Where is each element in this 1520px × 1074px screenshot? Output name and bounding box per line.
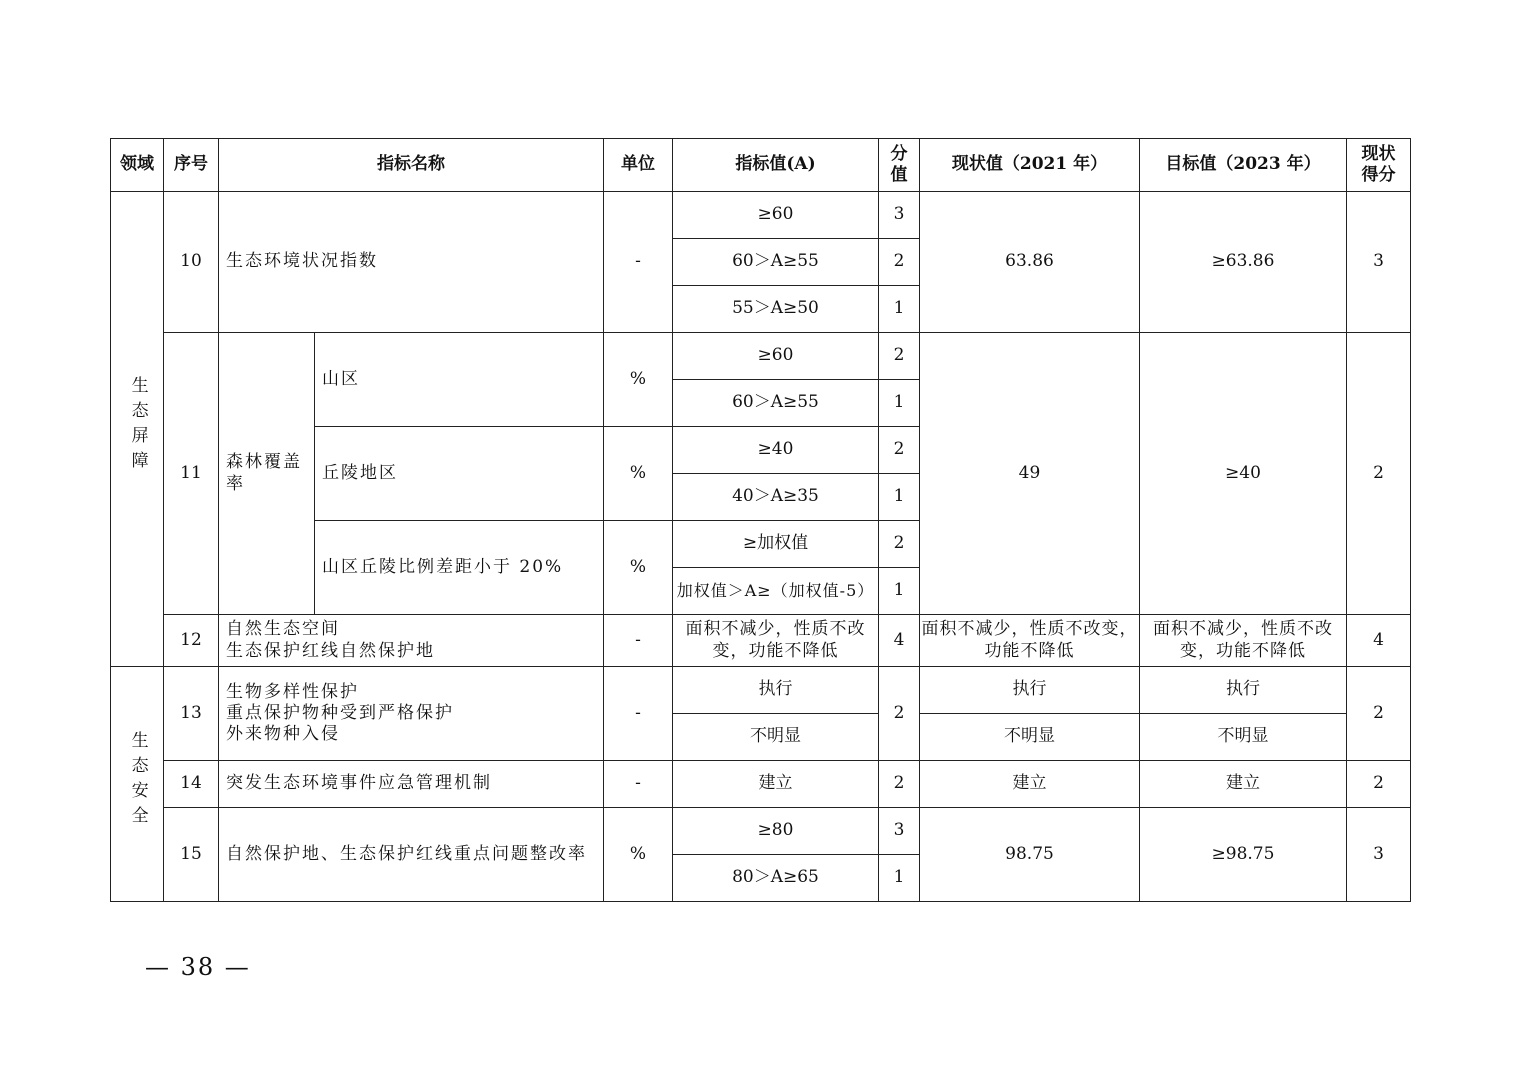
score-cell: 3 <box>879 192 920 239</box>
score-cell: 4 <box>879 615 920 667</box>
table-row <box>111 808 1411 855</box>
score-cell: 1 <box>879 474 920 521</box>
target-value: ≥98.75 <box>1140 808 1347 902</box>
header-indicator: 指标值(A) <box>673 139 879 192</box>
indicator-name-line: 自然生态空间 <box>226 619 340 640</box>
score-cell: 1 <box>879 855 920 902</box>
target-line: 变，功能不降低 <box>1180 640 1306 661</box>
indicator-threshold: ≥60 <box>673 333 879 380</box>
header-cscore-line1: 现状 <box>1361 143 1396 164</box>
indicator-table <box>110 138 1411 902</box>
current-value: 不明显 <box>920 714 1140 761</box>
unit-cell: - <box>604 192 673 333</box>
header-row <box>111 139 1411 192</box>
seq-cell: 11 <box>164 333 219 615</box>
indicator-threshold: 加权值＞A≥（加权值-5） <box>673 568 879 615</box>
target-value <box>1140 615 1347 667</box>
score-cell: 1 <box>879 286 920 333</box>
target-value: 不明显 <box>1140 714 1347 761</box>
indicator-threshold: 不明显 <box>673 714 879 761</box>
seq-cell: 14 <box>164 761 219 808</box>
table-row <box>111 615 1411 667</box>
seq-cell: 10 <box>164 192 219 333</box>
indicator-threshold: ≥加权值 <box>673 521 879 568</box>
score-cell: 2 <box>879 667 920 761</box>
indicator-name: 自然保护地、生态保护红线重点问题整改率 <box>219 808 604 902</box>
header-unit: 单位 <box>604 139 673 192</box>
page-number: — 38 — <box>145 953 251 981</box>
score-cell: 2 <box>879 761 920 808</box>
domain-eco-barrier <box>111 192 164 667</box>
indicator-name <box>219 615 604 667</box>
header-cscore-line2: 得分 <box>1361 165 1396 185</box>
current-value <box>920 615 1140 667</box>
current-value: 98.75 <box>920 808 1140 902</box>
unit-cell: % <box>604 333 673 427</box>
indicator-name: 生态环境状况指数 <box>219 192 604 333</box>
domain-eco-barrier-label: 生态屏障 <box>127 375 148 476</box>
header-target: 目标值（2023 年） <box>1140 139 1347 192</box>
score-cell: 1 <box>879 380 920 427</box>
indicator-name-line: 生态保护红线自然保护地 <box>226 640 435 661</box>
header-seq: 序号 <box>164 139 219 192</box>
score-cell: 2 <box>879 521 920 568</box>
seq-cell: 12 <box>164 615 219 667</box>
header-name: 指标名称 <box>219 139 604 192</box>
table-row <box>111 667 1411 714</box>
current-line: 功能不降低 <box>984 640 1075 661</box>
indicator-threshold: 60＞A≥55 <box>673 380 879 427</box>
header-score <box>879 139 920 192</box>
indicator-threshold: 40＞A≥35 <box>673 474 879 521</box>
unit-cell: % <box>604 427 673 521</box>
indicator-threshold: ≥40 <box>673 427 879 474</box>
indicator-threshold: ≥80 <box>673 808 879 855</box>
target-value: 执行 <box>1140 667 1347 714</box>
score-cell: 3 <box>879 808 920 855</box>
table-row <box>111 192 1411 239</box>
threshold-line: 变，功能不降低 <box>712 640 839 661</box>
current-value: 建立 <box>920 761 1140 808</box>
indicator-threshold: 80＞A≥65 <box>673 855 879 902</box>
target-value: ≥40 <box>1140 333 1347 615</box>
unit-cell: % <box>604 521 673 615</box>
indicator-name-line: 生物多样性保护 <box>226 681 359 702</box>
score-cell: 2 <box>879 333 920 380</box>
unit-cell: % <box>604 808 673 902</box>
target-value: 建立 <box>1140 761 1347 808</box>
header-domain: 领域 <box>111 139 164 192</box>
indicator-threshold: 执行 <box>673 667 879 714</box>
current-line: 面积不减少，性质不改变， <box>921 619 1138 640</box>
current-score: 2 <box>1347 333 1411 615</box>
table-row <box>111 761 1411 808</box>
seq-cell: 13 <box>164 667 219 761</box>
header-score-line2: 值 <box>890 165 908 185</box>
header-current: 现状值（2021 年） <box>920 139 1140 192</box>
indicator-subname: 丘陵地区 <box>315 427 604 521</box>
indicator-name-line: 重点保护物种受到严格保护 <box>226 702 454 723</box>
indicator-threshold: 60＞A≥55 <box>673 239 879 286</box>
domain-eco-safety-label: 生态安全 <box>127 730 148 831</box>
score-cell: 2 <box>879 239 920 286</box>
target-line: 面积不减少，性质不改 <box>1153 619 1333 640</box>
current-value: 63.86 <box>920 192 1140 333</box>
indicator-name: 突发生态环境事件应急管理机制 <box>219 761 604 808</box>
indicator-threshold: ≥60 <box>673 192 879 239</box>
current-value: 49 <box>920 333 1140 615</box>
header-current-score <box>1347 139 1411 192</box>
unit-cell: - <box>604 615 673 667</box>
seq-cell: 15 <box>164 808 219 902</box>
indicator-threshold: 建立 <box>673 761 879 808</box>
indicator-name-line: 外来物种入侵 <box>226 724 340 745</box>
unit-cell: - <box>604 761 673 808</box>
score-cell: 2 <box>879 427 920 474</box>
indicator-subname: 山区丘陵比例差距小于 20% <box>315 521 604 615</box>
indicator-name: 森林覆盖率 <box>219 333 315 615</box>
header-score-line1: 分 <box>890 143 908 164</box>
current-score: 2 <box>1347 667 1411 761</box>
indicator-name <box>219 667 604 761</box>
current-score: 3 <box>1347 192 1411 333</box>
current-value: 执行 <box>920 667 1140 714</box>
current-score: 3 <box>1347 808 1411 902</box>
unit-cell: - <box>604 667 673 761</box>
indicator-threshold <box>673 615 879 667</box>
domain-eco-safety <box>111 667 164 902</box>
score-cell: 1 <box>879 568 920 615</box>
threshold-line: 面积不减少，性质不改 <box>685 619 866 640</box>
target-value: ≥63.86 <box>1140 192 1347 333</box>
indicator-threshold: 55＞A≥50 <box>673 286 879 333</box>
current-score: 4 <box>1347 615 1411 667</box>
indicator-subname: 山区 <box>315 333 604 427</box>
current-score: 2 <box>1347 761 1411 808</box>
table-row <box>111 333 1411 380</box>
